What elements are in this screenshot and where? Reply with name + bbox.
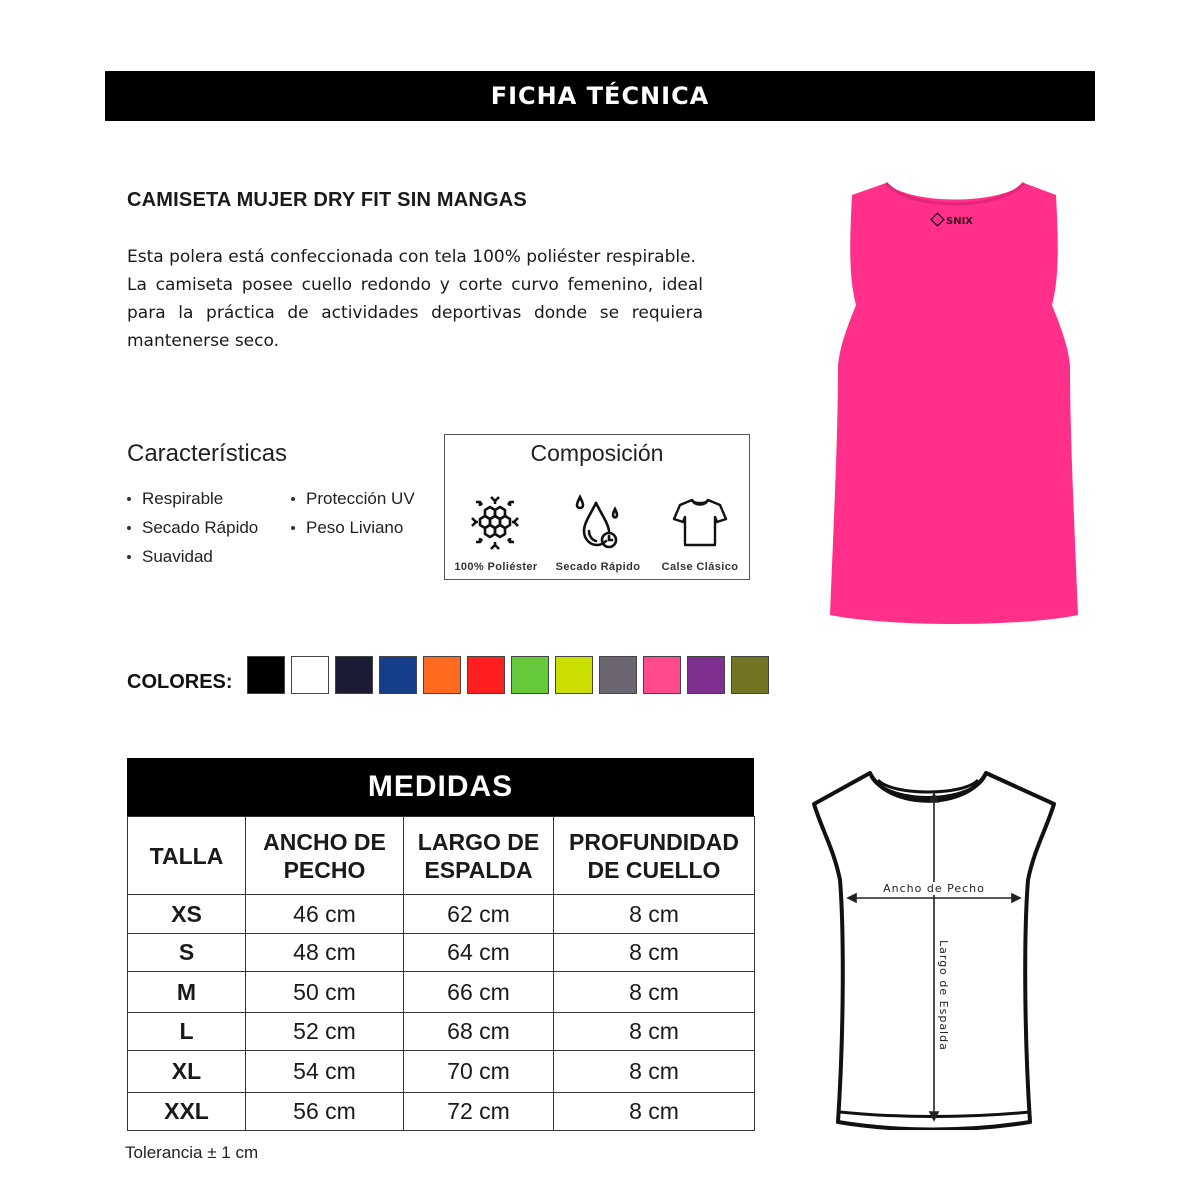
color-swatch-green[interactable] bbox=[511, 656, 549, 694]
back-length-label: Largo de Espalda bbox=[937, 940, 950, 1051]
feature-item: Respirable bbox=[127, 488, 291, 510]
composition-label: Calse Clásico bbox=[661, 561, 739, 573]
table-header-row bbox=[128, 817, 755, 895]
table-row: XXL 56 cm 72 cm 8 cm bbox=[128, 1093, 755, 1131]
product-photo bbox=[820, 175, 1090, 635]
table-row: XS 46 cm 62 cm 8 cm bbox=[128, 895, 755, 934]
water-drop-clock-icon bbox=[568, 493, 628, 553]
color-swatches bbox=[247, 656, 769, 694]
color-swatch-lime[interactable] bbox=[555, 656, 593, 694]
bullet-icon bbox=[291, 526, 295, 530]
composition-box bbox=[444, 434, 750, 580]
chest-width-label: Ancho de Pecho bbox=[883, 882, 985, 895]
bullet-icon bbox=[127, 497, 131, 501]
column-header-neck-depth: PROFUNDIDAD DE CUELLO bbox=[554, 817, 755, 895]
bullet-icon bbox=[127, 555, 131, 559]
color-swatch-black[interactable] bbox=[247, 656, 285, 694]
description-paragraph: Esta polera está confeccionada con tela 100% poliéster respirable. bbox=[127, 247, 696, 267]
composition-item-quick-dry bbox=[547, 493, 649, 553]
color-swatch-orange[interactable] bbox=[423, 656, 461, 694]
composition-item-polyester bbox=[445, 493, 547, 553]
color-swatch-purple[interactable] bbox=[687, 656, 725, 694]
color-swatch-olive[interactable] bbox=[731, 656, 769, 694]
color-swatch-navy[interactable] bbox=[335, 656, 373, 694]
table-row: XL 54 cm 70 cm 8 cm bbox=[128, 1051, 755, 1093]
feature-item: Suavidad bbox=[127, 546, 291, 568]
feature-item: Peso Liviano bbox=[291, 517, 441, 539]
column-header-back-length: LARGO DE ESPALDA bbox=[404, 817, 554, 895]
column-header-chest-width: ANCHO DE PECHO bbox=[246, 817, 404, 895]
svg-text:SNIX: SNIX bbox=[946, 216, 974, 227]
color-swatch-gray[interactable] bbox=[599, 656, 637, 694]
table-row: L 52 cm 68 cm 8 cm bbox=[128, 1013, 755, 1051]
composition-title: Composición bbox=[530, 440, 664, 466]
measurement-diagram bbox=[808, 770, 1063, 1130]
column-header-size: TALLA bbox=[128, 817, 246, 895]
product-name: CAMISETA MUJER DRY FIT SIN MANGAS bbox=[127, 189, 527, 211]
feature-item: Secado Rápido bbox=[127, 517, 291, 539]
color-swatch-royal-blue[interactable] bbox=[379, 656, 417, 694]
title-bar bbox=[105, 71, 1095, 121]
colors-label: COLORES: bbox=[127, 671, 233, 693]
color-swatch-pink[interactable] bbox=[643, 656, 681, 694]
composition-label: 100% Poliéster bbox=[454, 561, 538, 573]
size-table bbox=[127, 816, 755, 1131]
composition-label: Secado Rápido bbox=[555, 561, 641, 573]
page-title: FICHA TÉCNICA bbox=[490, 82, 710, 110]
features-title: Características bbox=[127, 440, 288, 467]
composition-item-classic-fit bbox=[649, 493, 751, 553]
feature-item: Protección UV bbox=[291, 488, 441, 510]
color-swatch-white[interactable] bbox=[291, 656, 329, 694]
description-paragraph: La camiseta posee cuello redondo y corte curvo femenino, ideal para la práctica de actividades deportivas donde se requiera mantenerse seco. bbox=[127, 275, 703, 351]
measurements-table bbox=[127, 758, 754, 1131]
bullet-icon bbox=[127, 526, 131, 530]
measurements-title: MEDIDAS bbox=[367, 770, 514, 803]
table-row: M 50 cm 66 cm 8 cm bbox=[128, 972, 755, 1013]
color-swatch-red[interactable] bbox=[467, 656, 505, 694]
tolerance-note: Tolerancia ± 1 cm bbox=[125, 1143, 259, 1162]
features-list bbox=[127, 488, 437, 568]
tank-top-shape bbox=[830, 183, 1078, 624]
measurements-header bbox=[127, 758, 754, 816]
tshirt-icon bbox=[670, 493, 730, 553]
product-description bbox=[127, 243, 703, 355]
table-row: S 48 cm 64 cm 8 cm bbox=[128, 934, 755, 972]
polyester-hexagon-icon bbox=[466, 493, 526, 553]
bullet-icon bbox=[291, 497, 295, 501]
